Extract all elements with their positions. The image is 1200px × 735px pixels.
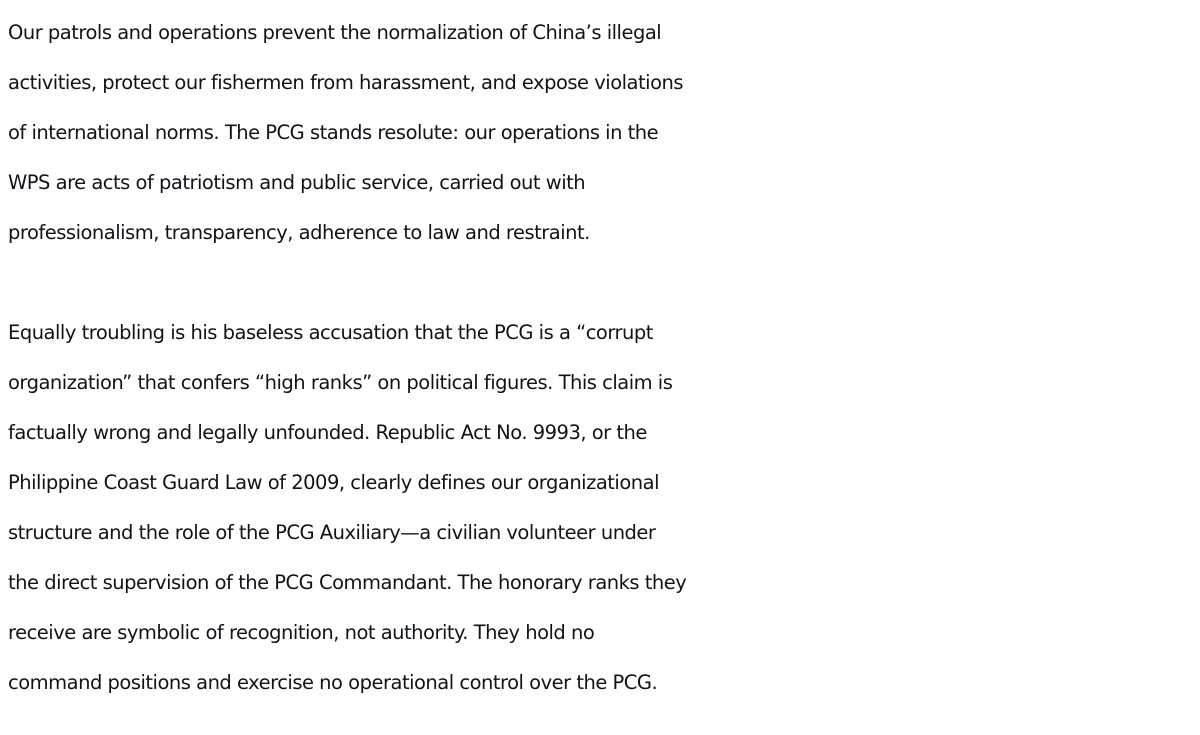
paragraph-line: command positions and exercise no operational control over the PCG. xyxy=(8,671,658,694)
paragraph-line: the direct supervision of the PCG Commandant. The honorary ranks they xyxy=(8,571,687,594)
paragraph-2 xyxy=(8,308,1196,708)
document-body xyxy=(8,8,1196,708)
paragraph-line: WPS are acts of patriotism and public service, carried out with xyxy=(8,171,586,194)
paragraph-line: organization” that confers “high ranks” on political figures. This claim is xyxy=(8,371,673,394)
paragraph-line: Equally troubling is his baseless accusation that the PCG is a “corrupt xyxy=(8,321,653,344)
paragraph-line: receive are symbolic of recognition, not authority. They hold no xyxy=(8,621,595,644)
paragraph-line: Our patrols and operations prevent the normalization of China’s illegal xyxy=(8,21,662,44)
paragraph-line: of international norms. The PCG stands resolute: our operations in the xyxy=(8,121,659,144)
paragraph-line: factually wrong and legally unfounded. Republic Act No. 9993, or the xyxy=(8,421,647,444)
paragraph-line: activities, protect our fishermen from harassment, and expose violations xyxy=(8,71,684,94)
paragraph-line: structure and the role of the PCG Auxiliary—a civilian volunteer under xyxy=(8,521,656,544)
paragraph-1 xyxy=(8,8,1196,258)
paragraph-line: Philippine Coast Guard Law of 2009, clearly defines our organizational xyxy=(8,471,659,494)
paragraph-line: professionalism, transparency, adherence to law and restraint. xyxy=(8,221,590,244)
